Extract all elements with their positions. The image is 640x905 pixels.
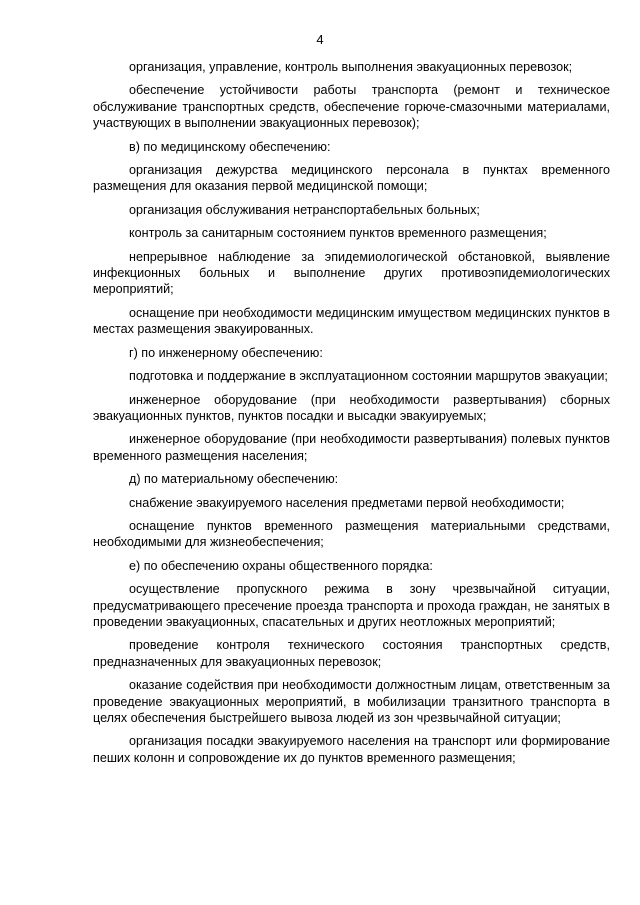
paragraph-supplies: снабжение эвакуируемого населения предметами первой необходимости; xyxy=(129,495,565,510)
section-heading-material: д) по материальному обеспечению: xyxy=(129,472,339,487)
paragraph-life-support: оснащение пунктов временного размещения материальными средствами, необходимыми для жизнеобеспечения; xyxy=(93,518,610,550)
paragraph-transport-maintenance: обеспечение устойчивости работы транспорта (ремонт и техническое обслуживание транспортных средств, обеспечение горюче-смазочными материалами, участвующих в выполнении эвакуационных перевозок); xyxy=(93,83,610,131)
paragraph-field-points-equipment: инженерное оборудование (при необходимости развертывания) полевых пунктов временного размещения населения; xyxy=(93,432,610,463)
paragraph-nontransportable-patients: организация обслуживания нетранспортабельных больных; xyxy=(129,202,480,217)
paragraph-transit-mobilization: оказание содействия при необходимости должностным лицам, ответственным за проведение эвакуационных мероприятий, в мобилизации транзитного транспорта в целях обеспечения быстрейшего вывоза людей из зон чрезвычайной ситуации; xyxy=(93,678,610,725)
section-heading-medical: в) по медицинскому обеспечению: xyxy=(129,139,331,154)
paragraph-transport-management: организация, управление, контроль выполнения эвакуационных перевозок; xyxy=(129,60,573,74)
paragraph-medical-equipment: оснащение при необходимости медицинским имуществом медицинских пунктов в местах размещения эвакуированных. xyxy=(93,305,610,337)
section-heading-public-order: е) по обеспечению охраны общественного порядка: xyxy=(129,558,433,573)
paragraph-access-control: осуществление пропускного режима в зону чрезвычайной ситуации, предусматривающего пресечение проезда транспорта и прохода граждан, не занятых в проведении эвакуационных, спасательных и других неотложных мероприятий; xyxy=(93,582,610,629)
paragraph-assembly-points-equipment: инженерное оборудование (при необходимости развертывания) сборных эвакуационных пунктов, пунктов посадки и высадки эвакуируемых; xyxy=(93,392,610,423)
section-heading-engineering: г) по инженерному обеспечению: xyxy=(129,345,323,360)
paragraph-sanitary-control: контроль за санитарным состоянием пунктов временного размещения; xyxy=(129,226,547,241)
paragraph-medical-duty: организация дежурства медицинского персонала в пунктах временного размещения для оказания первой медицинской помощи; xyxy=(93,163,610,194)
paragraph-boarding-organization: организация посадки эвакуируемого населения на транспорт или формирование пеших колонн и сопровождение их до пунктов временного размещения; xyxy=(93,734,610,765)
page-number: 4 xyxy=(316,32,324,47)
document-body xyxy=(93,59,610,773)
paragraph-route-maintenance: подготовка и поддержание в эксплуатационном состоянии маршрутов эвакуации; xyxy=(129,369,608,384)
paragraph-vehicle-inspection: проведение контроля технического состояния транспортных средств, предназначенных для эвакуационных перевозок; xyxy=(93,638,610,669)
paragraph-epidemiological-monitoring: непрерывное наблюдение за эпидемиологической обстановкой, выявление инфекционных больных и выполнение других противоэпидемиологических мероприятий; xyxy=(93,249,610,297)
